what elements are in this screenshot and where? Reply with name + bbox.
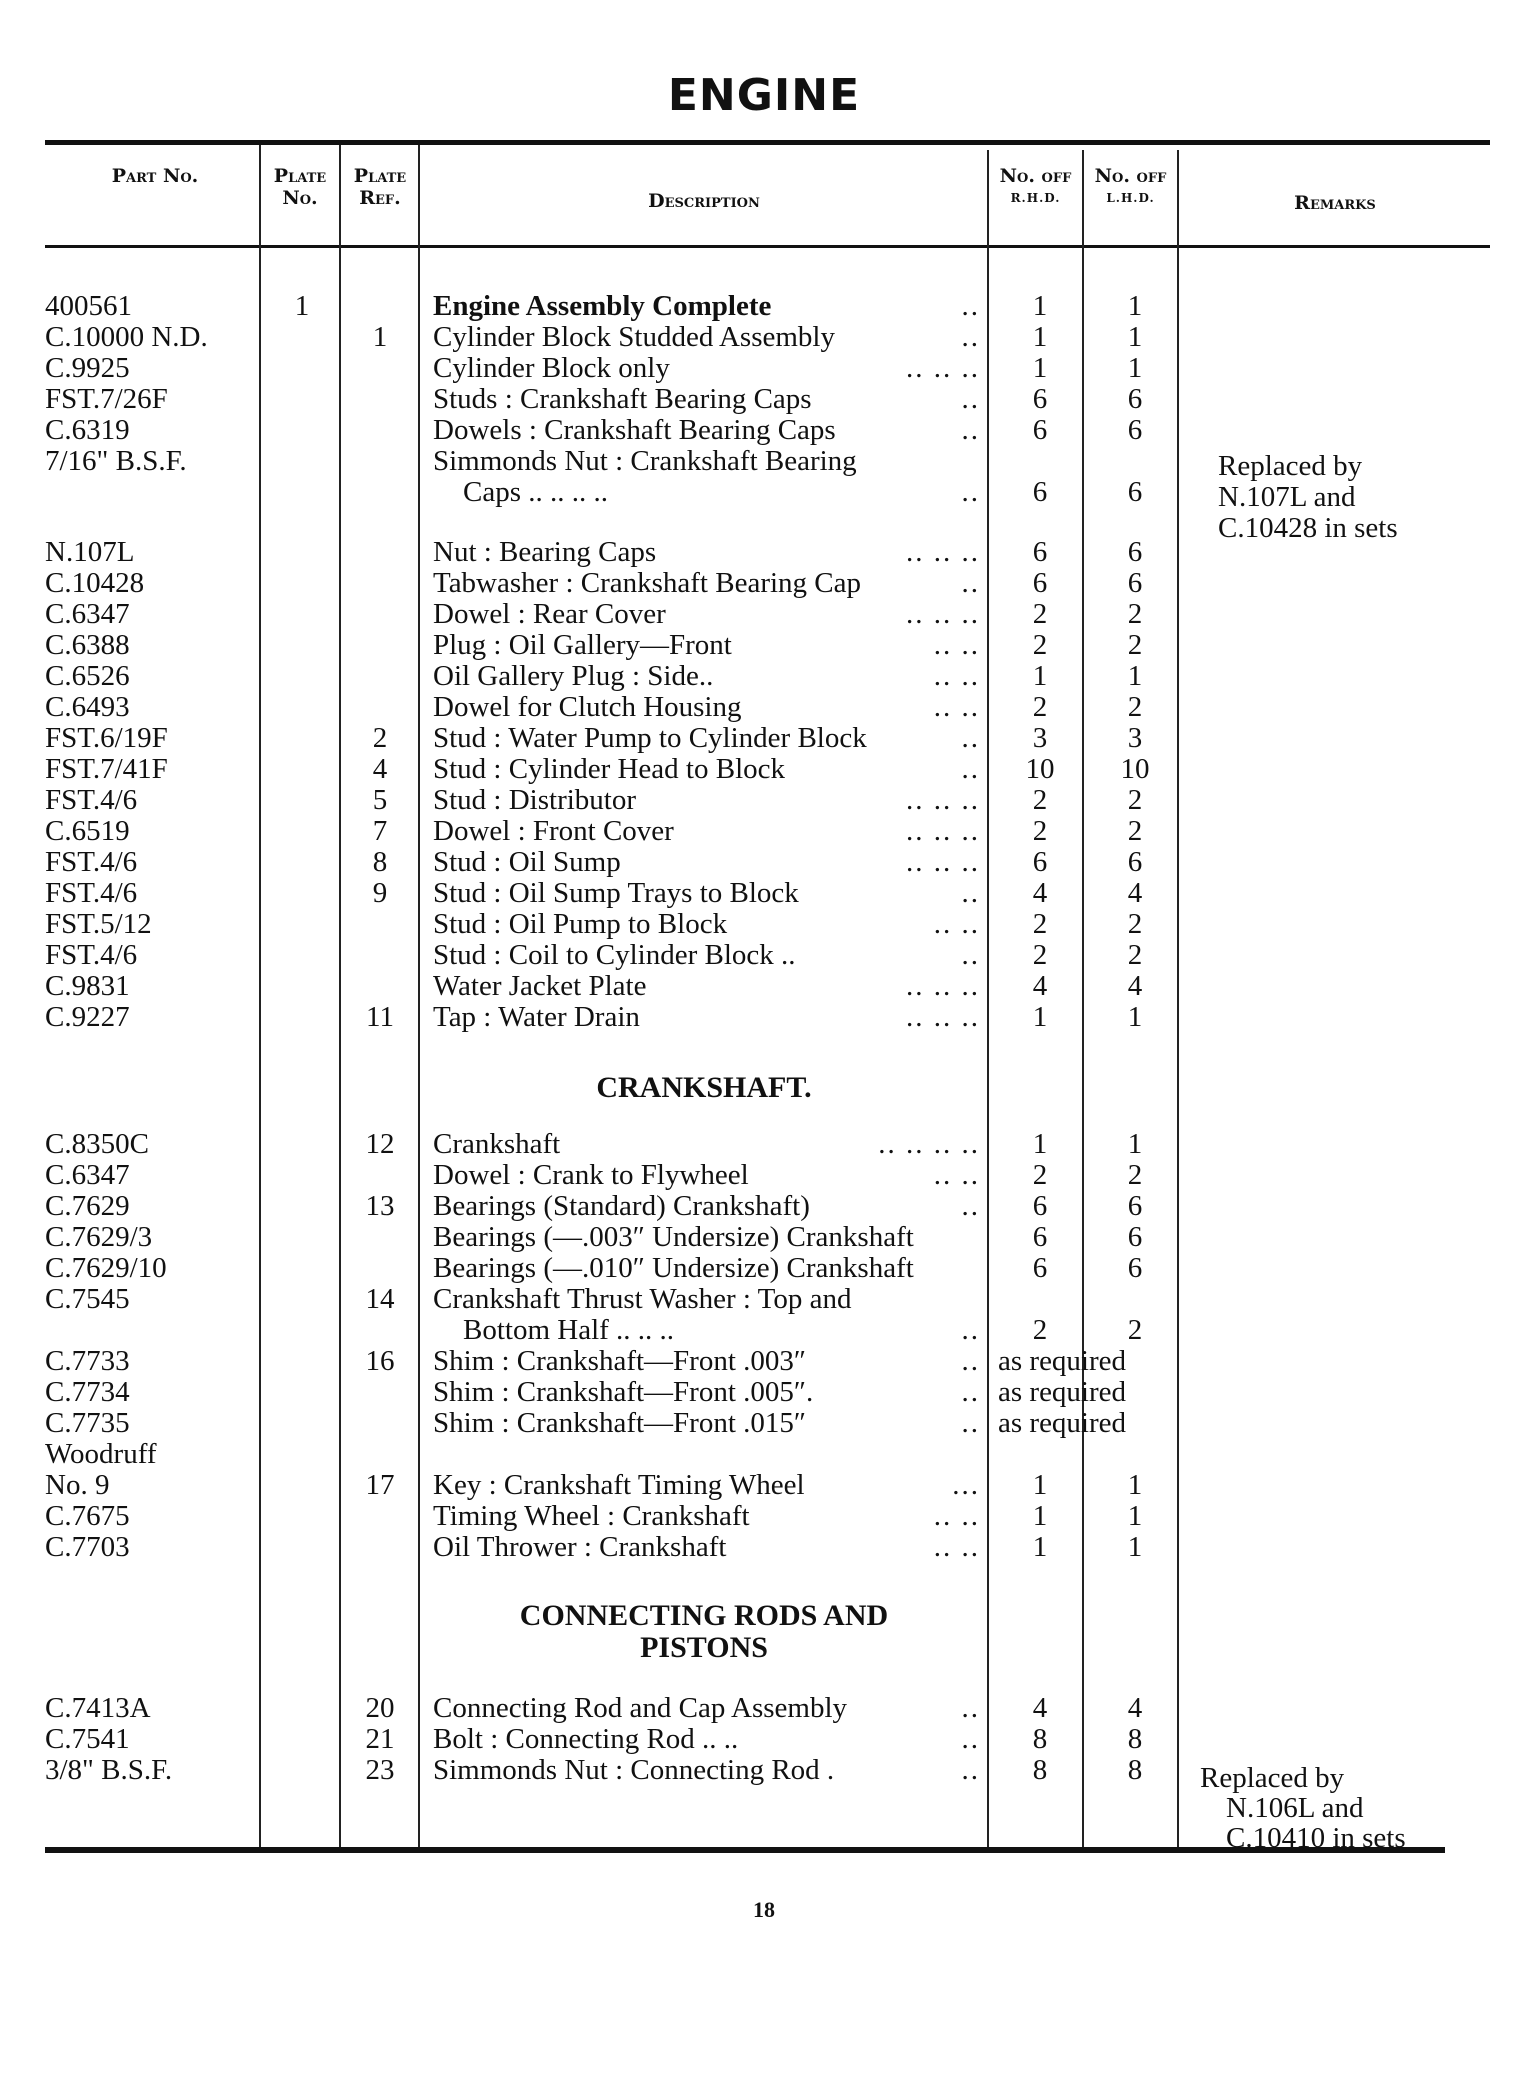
table-row [0, 1314, 1528, 1346]
table-row [0, 1438, 1528, 1470]
qty-rhd: 1 [1032, 1469, 1048, 1501]
leader-dots: .. [961, 1345, 980, 1377]
description: Dowel : Crank to Flywheel [433, 1159, 749, 1191]
part-number: N.107L [45, 536, 135, 568]
part-number: FST.4/6 [45, 877, 138, 909]
table-row [0, 1531, 1528, 1563]
qty-lhd: 3 [1127, 722, 1143, 754]
leader-dots: .. [961, 290, 980, 322]
table-row [0, 722, 1528, 754]
qty-rhd: 4 [1032, 877, 1048, 909]
table-row [0, 1692, 1528, 1724]
qty-lhd: 8 [1127, 1754, 1143, 1786]
description: Crankshaft [433, 1128, 561, 1160]
table-row [0, 1159, 1528, 1191]
description: Studs : Crankshaft Bearing Caps [433, 383, 812, 415]
qty-rhd: 6 [1032, 846, 1048, 878]
description: Crankshaft Thrust Washer : Top and [433, 1283, 852, 1315]
part-number: FST.6/19F [45, 722, 168, 754]
qty-rhd: 6 [1032, 536, 1048, 568]
part-number: C.7541 [45, 1723, 130, 1755]
qty-lhd: 6 [1127, 1252, 1143, 1284]
header-rhd-label: No. off [999, 165, 1072, 187]
leader-dots: .. [961, 1407, 980, 1439]
remark-line [0, 481, 1528, 513]
table-row [0, 877, 1528, 909]
part-number: C.7675 [45, 1500, 130, 1532]
plate-ref: 23 [365, 1754, 395, 1786]
table-row [0, 1500, 1528, 1532]
part-number: C.8350C [45, 1128, 149, 1160]
part-number: C.7545 [45, 1283, 130, 1315]
table-row [0, 1252, 1528, 1284]
remark-text: Replaced by [1200, 1762, 1345, 1794]
qty-lhd: 4 [1127, 877, 1143, 909]
remark-line [0, 1792, 1528, 1824]
qty-lhd: 1 [1127, 290, 1143, 322]
qty-as-required: as required [998, 1345, 1127, 1377]
leader-dots: .. .. .. .. [878, 1128, 980, 1160]
table-row [0, 414, 1528, 446]
page-number: 18 [753, 1897, 775, 1922]
qty-lhd: 6 [1127, 536, 1143, 568]
remark-line [0, 1822, 1528, 1854]
description: Bearings (—.010″ Undersize) Crankshaft [433, 1252, 914, 1284]
header-rhd-sub: R.H.D. [1010, 191, 1061, 205]
description: Shim : Crankshaft—Front .015″ [433, 1407, 806, 1439]
table-row [0, 939, 1528, 971]
leader-dots: .. [961, 414, 980, 446]
header-plate-no [262, 165, 338, 209]
qty-lhd: 2 [1127, 1159, 1143, 1191]
qty-lhd: 6 [1127, 476, 1143, 508]
remark-text: C.10410 in sets [1226, 1822, 1406, 1854]
table-row [0, 352, 1528, 384]
description: Shim : Crankshaft—Front .003″ [433, 1345, 806, 1377]
qty-rhd: 10 [1025, 753, 1055, 785]
qty-lhd: 1 [1127, 1469, 1143, 1501]
section-heading-pistons: PISTONS [640, 1631, 768, 1664]
table-row [0, 1190, 1528, 1222]
leader-dots: .. .. .. [906, 784, 980, 816]
qty-rhd: 4 [1032, 970, 1048, 1002]
leader-dots: .. .. [933, 629, 980, 661]
remark-line [0, 1762, 1528, 1794]
qty-rhd: 8 [1032, 1754, 1048, 1786]
table-row [0, 567, 1528, 599]
description: Stud : Oil Pump to Block [433, 908, 728, 940]
part-number: C.7413A [45, 1692, 151, 1724]
leader-dots: ... [952, 1469, 980, 1501]
qty-rhd: 1 [1032, 321, 1048, 353]
description: Dowel for Clutch Housing [433, 691, 742, 723]
description: Simmonds Nut : Crankshaft Bearing [433, 445, 857, 477]
header-top-rule [45, 140, 1490, 145]
description: Cylinder Block Studded Assembly [433, 321, 835, 353]
plate-ref: 21 [365, 1723, 395, 1755]
description: Caps .. .. .. .. [463, 476, 608, 508]
qty-lhd: 1 [1127, 321, 1143, 353]
qty-rhd: 2 [1032, 629, 1048, 661]
description: Plug : Oil Gallery—Front [433, 629, 732, 661]
qty-lhd: 1 [1127, 352, 1143, 384]
description: Bottom Half .. .. .. [463, 1314, 675, 1346]
header-no-off-lhd [1084, 165, 1177, 209]
table-row [0, 598, 1528, 630]
qty-lhd: 2 [1127, 908, 1143, 940]
leader-dots: .. .. [933, 908, 980, 940]
table-row [0, 815, 1528, 847]
header-description [420, 190, 988, 212]
part-number: C.6319 [45, 414, 130, 446]
table-row [0, 321, 1528, 353]
qty-lhd: 6 [1127, 1221, 1143, 1253]
description: Cylinder Block only [433, 352, 670, 384]
description: Tap : Water Drain [433, 1001, 640, 1033]
part-number: FST.4/6 [45, 939, 138, 971]
leader-dots: .. .. .. [906, 970, 980, 1002]
part-number: C.10000 N.D. [45, 321, 208, 353]
part-number: C.7734 [45, 1376, 130, 1408]
header-description-label: Description [648, 190, 760, 212]
plate-ref: 12 [365, 1128, 395, 1160]
header-plate-ref-label: Plate Ref. [353, 165, 407, 209]
plate-ref: 7 [372, 815, 388, 847]
qty-lhd: 10 [1120, 753, 1150, 785]
part-number: 3/8" B.S.F. [45, 1754, 173, 1786]
part-number: C.7735 [45, 1407, 130, 1439]
table-row [0, 1723, 1528, 1755]
qty-lhd: 2 [1127, 629, 1143, 661]
remark-text: N.106L and [1226, 1792, 1364, 1824]
table-row [0, 846, 1528, 878]
part-number: C.9831 [45, 970, 130, 1002]
plate-ref: 17 [365, 1469, 395, 1501]
description: Stud : Cylinder Head to Block [433, 753, 785, 785]
header-part-no-label: Part No. [111, 165, 199, 187]
part-number: C.7629/3 [45, 1221, 153, 1253]
qty-rhd: 1 [1032, 1128, 1048, 1160]
leader-dots: .. [961, 722, 980, 754]
header-remarks [1180, 192, 1490, 214]
leader-dots: .. .. [933, 1159, 980, 1191]
description: Bearings (Standard) Crankshaft) [433, 1190, 810, 1222]
leader-dots: .. .. .. [906, 598, 980, 630]
qty-as-required: as required [998, 1407, 1127, 1439]
remark-text: Replaced by [1218, 450, 1363, 482]
leader-dots: .. .. .. [906, 846, 980, 878]
leader-dots: .. [961, 1692, 980, 1724]
qty-rhd: 1 [1032, 660, 1048, 692]
leader-dots: .. [961, 1754, 980, 1786]
qty-as-required: as required [998, 1376, 1127, 1408]
part-number: C.9925 [45, 352, 130, 384]
plate-ref: 20 [365, 1692, 395, 1724]
description: Stud : Oil Sump [433, 846, 621, 878]
qty-rhd: 2 [1032, 691, 1048, 723]
qty-lhd: 2 [1127, 815, 1143, 847]
table-row [0, 970, 1528, 1002]
part-number: FST.5/12 [45, 908, 152, 940]
table-row [0, 660, 1528, 692]
qty-rhd: 2 [1032, 598, 1048, 630]
plate-ref: 2 [372, 722, 388, 754]
section-heading-connecting-rods: CONNECTING RODS AND [519, 1599, 889, 1632]
leader-dots: .. .. .. [906, 352, 980, 384]
leader-dots: .. .. [933, 1500, 980, 1532]
description: Dowel : Front Cover [433, 815, 674, 847]
plate-number: 1 [294, 290, 310, 322]
table-row [0, 753, 1528, 785]
qty-rhd: 6 [1032, 383, 1048, 415]
header-remarks-label: Remarks [1294, 192, 1376, 214]
qty-lhd: 6 [1127, 567, 1143, 599]
description: Dowels : Crankshaft Bearing Caps [433, 414, 836, 446]
plate-ref: 9 [372, 877, 388, 909]
qty-lhd: 1 [1127, 1500, 1143, 1532]
qty-lhd: 4 [1127, 970, 1143, 1002]
description: Simmonds Nut : Connecting Rod . [433, 1754, 835, 1786]
part-number: No. 9 [45, 1469, 110, 1501]
qty-lhd: 4 [1127, 1692, 1143, 1724]
part-number: C.7703 [45, 1531, 130, 1563]
header-no-off-rhd [989, 165, 1082, 209]
header-bottom-rule [45, 245, 1490, 248]
qty-rhd: 1 [1032, 352, 1048, 384]
leader-dots: .. .. .. [906, 815, 980, 847]
qty-lhd: 2 [1127, 598, 1143, 630]
description: Shim : Crankshaft—Front .005″. [433, 1376, 814, 1408]
remark-line [0, 512, 1528, 544]
qty-lhd: 1 [1127, 1531, 1143, 1563]
header-part-no [60, 165, 250, 187]
header-plate-no-label: Plate No. [273, 165, 327, 209]
part-number: C.6519 [45, 815, 130, 847]
table-row [0, 1221, 1528, 1253]
qty-lhd: 6 [1127, 1190, 1143, 1222]
part-number: C.6347 [45, 1159, 130, 1191]
table-row [0, 1469, 1528, 1501]
description: Bearings (—.003″ Undersize) Crankshaft [433, 1221, 914, 1253]
leader-dots: .. .. .. [906, 536, 980, 568]
qty-rhd: 8 [1032, 1723, 1048, 1755]
header-lhd-sub: L.H.D. [1106, 191, 1155, 205]
description: Oil Thrower : Crankshaft [433, 1531, 727, 1563]
table-row [0, 784, 1528, 816]
qty-lhd: 6 [1127, 414, 1143, 446]
part-number: FST.7/26F [45, 383, 168, 415]
leader-dots: .. .. [933, 691, 980, 723]
qty-rhd: 2 [1032, 908, 1048, 940]
part-number: Woodruff [45, 1438, 157, 1470]
description: Engine Assembly Complete [433, 290, 772, 322]
leader-dots: .. .. [933, 660, 980, 692]
qty-rhd: 6 [1032, 1190, 1048, 1222]
part-number: FST.7/41F [45, 753, 168, 785]
remark-line [0, 450, 1528, 482]
part-number: C.7733 [45, 1345, 130, 1377]
leader-dots: .. [961, 567, 980, 599]
header-lhd-label: No. off [1094, 165, 1167, 187]
part-number: C.10428 [45, 567, 145, 599]
qty-lhd: 2 [1127, 784, 1143, 816]
qty-rhd: 2 [1032, 815, 1048, 847]
table-row [0, 908, 1528, 940]
qty-lhd: 2 [1127, 1314, 1143, 1346]
table-row [0, 1001, 1528, 1033]
plate-ref: 14 [365, 1283, 395, 1315]
table-row [0, 383, 1528, 415]
qty-lhd: 1 [1127, 1001, 1143, 1033]
plate-ref: 13 [365, 1190, 395, 1222]
qty-lhd: 1 [1127, 1128, 1143, 1160]
table-row [0, 1407, 1528, 1439]
description: Nut : Bearing Caps [433, 536, 657, 568]
remark-text: N.107L and [1218, 481, 1356, 513]
description: Bolt : Connecting Rod .. .. [433, 1723, 739, 1755]
leader-dots: .. [961, 877, 980, 909]
plate-ref: 11 [366, 1001, 394, 1033]
qty-rhd: 6 [1032, 567, 1048, 599]
part-number: FST.4/6 [45, 784, 138, 816]
table-row [0, 1376, 1528, 1408]
qty-rhd: 1 [1032, 290, 1048, 322]
qty-rhd: 1 [1032, 1001, 1048, 1033]
plate-ref: 1 [372, 321, 388, 353]
qty-rhd: 4 [1032, 1692, 1048, 1724]
description: Tabwasher : Crankshaft Bearing Cap [433, 567, 862, 599]
leader-dots: .. [961, 1723, 980, 1755]
description: Dowel : Rear Cover [433, 598, 666, 630]
qty-rhd: 6 [1032, 414, 1048, 446]
plate-ref: 4 [372, 753, 388, 785]
leader-dots: .. .. .. [906, 1001, 980, 1033]
part-number: C.6388 [45, 629, 130, 661]
table-row [0, 1128, 1528, 1160]
qty-lhd: 6 [1127, 846, 1143, 878]
leader-dots: .. [961, 1376, 980, 1408]
leader-dots: .. [961, 476, 980, 508]
description: Stud : Distributor [433, 784, 637, 816]
qty-rhd: 6 [1032, 1221, 1048, 1253]
description: Timing Wheel : Crankshaft [433, 1500, 750, 1532]
part-number: 7/16" B.S.F. [45, 445, 187, 477]
qty-rhd: 2 [1032, 1314, 1048, 1346]
description: Water Jacket Plate [433, 970, 647, 1002]
section-heading-crankshaft: CRANKSHAFT. [596, 1071, 812, 1104]
leader-dots: .. [961, 321, 980, 353]
description: Key : Crankshaft Timing Wheel [433, 1469, 805, 1501]
description: Stud : Oil Sump Trays to Block [433, 877, 799, 909]
qty-rhd: 2 [1032, 1159, 1048, 1191]
part-number: C.7629/10 [45, 1252, 167, 1284]
plate-ref: 8 [372, 846, 388, 878]
leader-dots: .. [961, 1190, 980, 1222]
leader-dots: .. [961, 939, 980, 971]
description: Stud : Water Pump to Cylinder Block [433, 722, 867, 754]
remark-text: C.10428 in sets [1218, 512, 1398, 544]
plate-ref: 5 [372, 784, 388, 816]
description: Stud : Coil to Cylinder Block .. [433, 939, 796, 971]
leader-dots: .. [961, 1314, 980, 1346]
page-title: ENGINE [667, 70, 861, 121]
description: Oil Gallery Plug : Side.. [433, 660, 714, 692]
part-number: C.6526 [45, 660, 130, 692]
part-number: C.6493 [45, 691, 130, 723]
qty-lhd: 8 [1127, 1723, 1143, 1755]
qty-rhd: 2 [1032, 939, 1048, 971]
qty-rhd: 1 [1032, 1531, 1048, 1563]
qty-rhd: 6 [1032, 1252, 1048, 1284]
qty-lhd: 6 [1127, 383, 1143, 415]
qty-lhd: 2 [1127, 939, 1143, 971]
part-number: C.7629 [45, 1190, 130, 1222]
part-number: C.9227 [45, 1001, 130, 1033]
leader-dots: .. [961, 753, 980, 785]
qty-rhd: 2 [1032, 784, 1048, 816]
qty-lhd: 1 [1127, 660, 1143, 692]
part-number: 400561 [45, 290, 132, 322]
table-row [0, 290, 1528, 322]
part-number: FST.4/6 [45, 846, 138, 878]
table-row [0, 1283, 1528, 1315]
qty-rhd: 6 [1032, 476, 1048, 508]
table-row [0, 1345, 1528, 1377]
header-plate-ref [342, 165, 418, 209]
part-number: C.6347 [45, 598, 130, 630]
leader-dots: .. .. [933, 1531, 980, 1563]
table-row [0, 691, 1528, 723]
plate-ref: 16 [365, 1345, 395, 1377]
qty-lhd: 2 [1127, 691, 1143, 723]
table-row [0, 629, 1528, 661]
qty-rhd: 1 [1032, 1500, 1048, 1532]
leader-dots: .. [961, 383, 980, 415]
qty-rhd: 3 [1032, 722, 1048, 754]
description: Connecting Rod and Cap Assembly [433, 1692, 848, 1724]
